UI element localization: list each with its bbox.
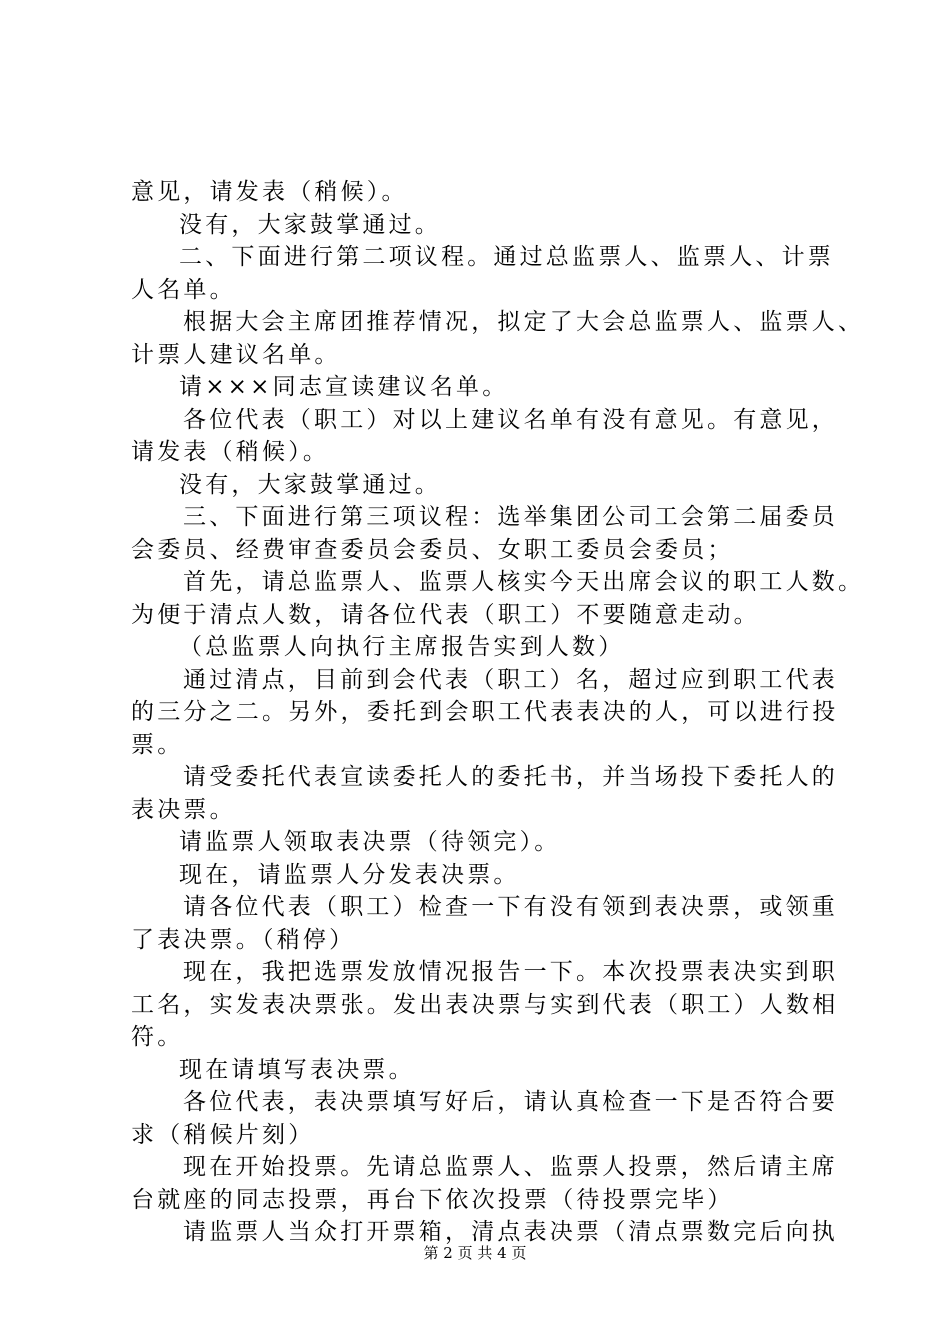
text-line: 人名单。: [131, 276, 236, 303]
text-line: 通过清点，目前到会代表（职工）名，超过应到职工代表: [183, 666, 838, 693]
text-line: 首先，请总监票人、监票人核实今天出席会议的职工人数。: [183, 569, 865, 595]
text-line: 了表决票。（稍停）: [131, 926, 356, 953]
text-line: 现在开始投票。先请总监票人、监票人投票，然后请主席: [183, 1154, 838, 1180]
text-line: 请发表（稍候）。: [131, 439, 330, 465]
text-line: 工名，实发表决票张。发出表决票与实到代表（职工）人数相: [131, 991, 839, 1018]
text-line: 表决票。: [131, 796, 236, 823]
page-number-footer: 第 2 页 共 4 页: [423, 1244, 527, 1262]
text-line: 会委员、经费审查委员会委员、女职工委员会委员；: [131, 536, 734, 563]
text-line: 请×××同志宣读建议名单。: [179, 374, 509, 400]
document-body: [131, 176, 865, 1249]
text-line: 的三分之二。另外，委托到会职工代表表决的人，可以进行投: [131, 699, 839, 725]
text-line: 台就座的同志投票，再台下依次投票（待投票完毕）: [131, 1186, 734, 1213]
text-line: （总监票人向执行主席报告实到人数）: [179, 634, 625, 660]
text-line: 为便于清点人数，请各位代表（职工）不要随意走动。: [131, 601, 760, 628]
text-line: 现在请填写表决票。: [179, 1056, 415, 1083]
text-line: 请受委托代表宣读委托人的委托书，并当场投下委托人的: [183, 764, 838, 790]
text-line: 没有，大家鼓掌通过。: [179, 471, 441, 498]
text-line: 三、下面进行第三项议程：选举集团公司工会第二届委员: [183, 504, 838, 530]
text-line: 各位代表（职工）对以上建议名单有没有意见。有意见，: [183, 406, 838, 433]
text-line: 票。: [131, 731, 184, 758]
text-line: 没有，大家鼓掌通过。: [179, 211, 441, 238]
text-line: 求（稍候片刻）: [131, 1121, 315, 1148]
text-line: 符。: [131, 1024, 184, 1050]
text-line: 各位代表，表决票填写好后，请认真检查一下是否符合要: [183, 1089, 838, 1115]
text-line: 请监票人当众打开票箱，清点表决票（清点票数完后向执: [183, 1219, 838, 1245]
text-line: 请监票人领取表决票（待领完）。: [179, 829, 561, 855]
text-line: 现在，我把选票发放情况报告一下。本次投票表决实到职: [183, 959, 838, 985]
text-line: 计票人建议名单。: [131, 341, 341, 368]
text-line: 意见，请发表（稍候）。: [131, 179, 408, 205]
text-line: 根据大会主席团推荐情况，拟定了大会总监票人、监票人、: [183, 309, 865, 335]
text-line: 请各位代表（职工）检查一下有没有领到表决票，或领重: [183, 894, 838, 920]
text-line: 二、下面进行第二项议程。通过总监票人、监票人、计票: [179, 244, 834, 270]
text-line: 现在，请监票人分发表决票。: [179, 861, 520, 888]
